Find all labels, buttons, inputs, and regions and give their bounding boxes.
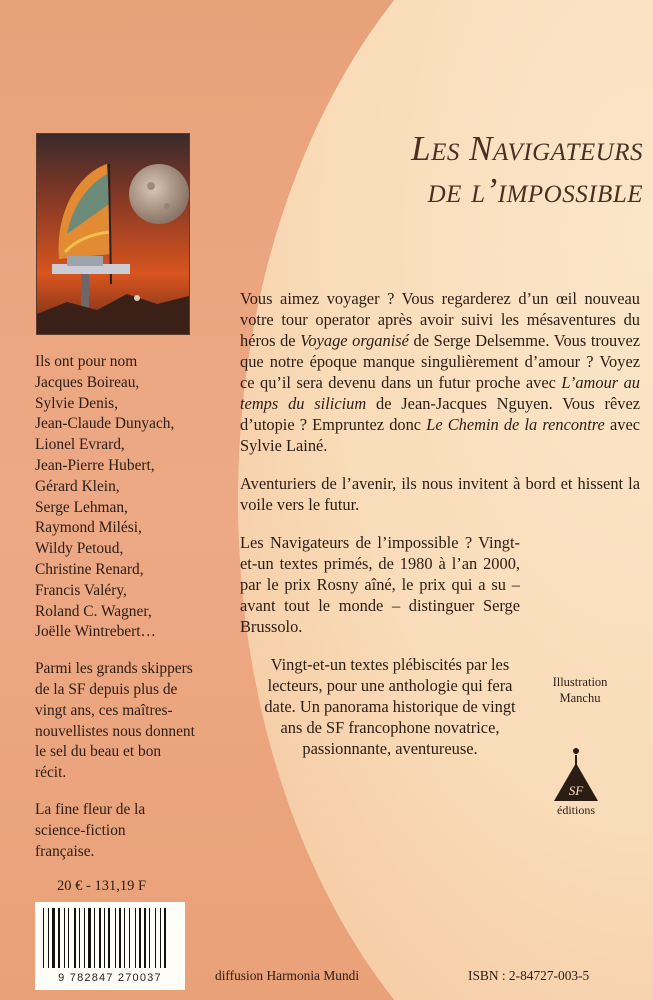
title-line-2: de l’impossible (427, 171, 643, 210)
author-name: Joëlle Wintrebert… (35, 623, 156, 641)
distribution-credit: diffusion Harmonia Mundi (215, 968, 360, 983)
author-name: Roland C. Wagner, (35, 602, 152, 620)
author-name: Jean-Pierre Hubert, (35, 456, 155, 474)
author-list-section (35, 352, 223, 862)
publisher-logo (548, 745, 604, 817)
book-title-chemin: Le Chemin de la rencontre (426, 415, 605, 434)
cover-illustration (36, 133, 190, 335)
author-name: Francis Valéry, (35, 581, 127, 599)
author-name: Sylvie Denis, (35, 394, 118, 412)
isbn: ISBN : 2-84727-003-5 (468, 968, 590, 983)
skippers-paragraph: Parmi les grands skippers de la SF depuis plus de vingt ans, ces maîtres-nouvellistes nous donnent le sel du beau et bon récit. (35, 660, 195, 782)
blurb-paragraph-2: Aventuriers de l’avenir, ils nous invitent à bord et hissent la voile vers le futur. (240, 474, 640, 514)
author-name: Jean-Claude Dunyach, (35, 415, 175, 433)
author-name: Serge Lehman, (35, 498, 128, 516)
book-title-voyage: Voyage organisé (300, 331, 409, 350)
author-name: Jacques Boireau, (35, 373, 140, 391)
illustration-artist: Manchu (559, 691, 601, 705)
illustration-label: Illustration (552, 675, 608, 689)
blurb-paragraph-3: Les Navigateurs de l’impossible ? Vingt-et-un textes primés, de 1980 à l’an 2000, par le prix Rosny aîné, le prix qui a su – avant tout le monde – distinguer Serge Brussolo. (240, 533, 520, 636)
author-name: Lionel Evrard, (35, 436, 125, 454)
blurb-text: de Jean-Jacques Nguyen. Vous rêvez d’utopie ? Empruntez donc (240, 394, 640, 434)
book-title-amour: L’amour au temps du silicium (240, 373, 641, 413)
author-name: Christine Renard, (35, 560, 144, 578)
blurb-text: de Serge Delsemme. Vous trouvez que notre époque manque singulièrement d’amour ? Voyez ce qu’il sera devenu dans un futur proche avec (240, 331, 640, 392)
author-name: Wildy Petoud, (35, 540, 124, 558)
author-name: Gérard Klein, (35, 477, 120, 495)
logo-letters: SF (568, 783, 584, 798)
fine-fleur-paragraph: La fine fleur de la science-fiction française. (35, 800, 146, 860)
blurb-text: Vous aimez voyager ? Vous regarderez d’un œil nouveau votre tour operator après avoir suivi les mésaventures du héros de (240, 289, 640, 350)
illustration-credit (520, 674, 640, 706)
logo-name: éditions (557, 803, 595, 817)
barcode-digits: 9 782847 270037 (58, 972, 162, 984)
barcode (35, 902, 185, 990)
book-title (323, 128, 643, 212)
blurb-paragraph-1 (240, 288, 640, 456)
author-name: Raymond Milési, (35, 519, 142, 537)
price: 20 € - 131,19 F (57, 878, 147, 894)
author-list (35, 352, 223, 643)
blurb-text: avec Sylvie Lainé. (240, 415, 640, 455)
barcode-bars (35, 902, 185, 972)
title-line-1: Les Navigateurs (411, 129, 643, 168)
author-intro: Ils ont pour nom (35, 353, 138, 370)
blurb-paragraph-4: Vingt-et-un textes plébiscités par les lecteurs, pour une anthologie qui fera date. Un panorama historique de vingt ans de SF francophone novatrice, passionnante, aventureuse. (264, 655, 516, 758)
